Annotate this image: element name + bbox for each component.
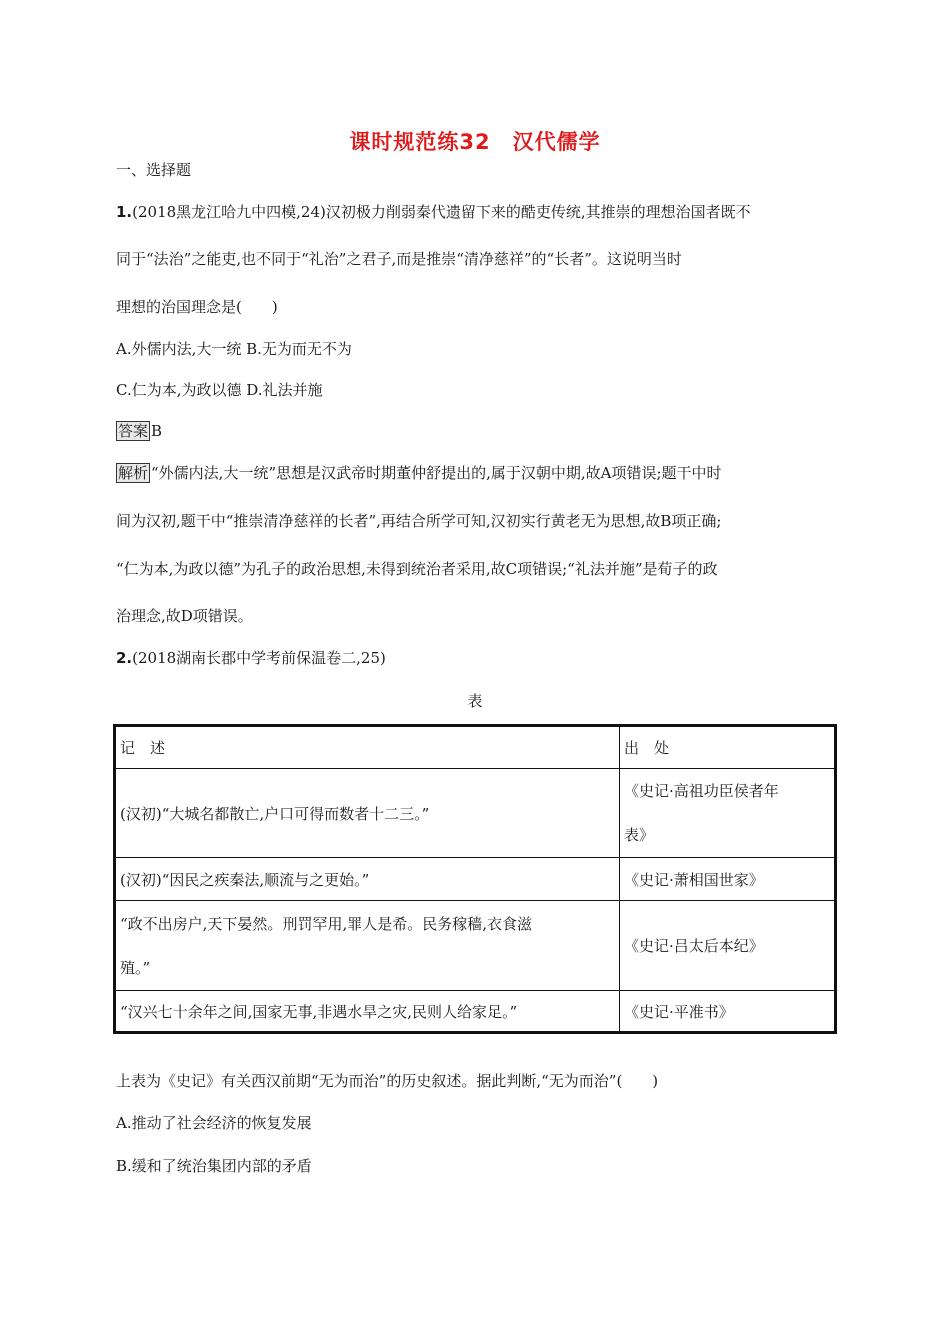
answer-value: B [151,422,163,440]
source-cell-line: 表》 [624,826,655,844]
question-1-options-ab: A.外儒内法,大一统 B.无为而无不为 [116,340,352,358]
question-2-line-1 [116,648,386,668]
question-2-option-b: B.缓和了统治集团内部的矛盾 [116,1157,312,1175]
analysis-line-1 [116,463,722,483]
table-caption: 表 [467,692,483,710]
record-cell: (汉初)“大城名都散亡,户口可得而数者十二三。” [115,769,620,858]
question-2-source: (2018湖南长郡中学考前保温卷二,25) [132,649,386,667]
analysis-line-4: 治理念,故D项错误。 [116,607,253,625]
table-row [115,991,836,1033]
record-cell [115,901,620,991]
table-header-row [115,726,836,769]
record-cell-line: 殖。” [120,958,151,977]
source-cell-line: 《史记·高祖功臣侯者年 [624,782,779,800]
question-2-option-a: A.推动了社会经济的恢复发展 [116,1114,312,1132]
source-cell: 《史记·吕太后本纪》 [620,901,836,991]
header-source: 出 处 [620,726,836,769]
page-title: 课时规范练32 汉代儒学 [349,130,601,154]
question-2-number: 2. [116,649,133,667]
question-2-stem: 上表为《史记》有关西汉前期“无为而治”的历史叙述。据此判断,“无为而治”( ) [116,1072,659,1090]
source-cell: 《史记·萧相国世家》 [620,858,836,901]
answer-tag: 答案 [118,422,149,440]
record-cell: “汉兴七十余年之间,国家无事,非遇水旱之灾,民则人给家足。” [115,991,620,1033]
question-1-line-2: 同于“法治”之能吏,也不同于“礼治”之君子,而是推崇“清净慈祥”的“长者”。这说明当时 [116,250,682,268]
record-cell: (汉初)“因民之疾秦法,顺流与之更始。” [115,858,620,901]
analysis-text: “外儒内法,大一统”思想是汉武帝时期董仲舒提出的,属于汉朝中期,故A项错误;题干中时 [151,464,722,482]
table-row [115,858,836,901]
question-1-text: (2018黑龙江哈九中四模,24)汉初极力削弱秦代遗留下来的酷吏传统,其推崇的理想治国者既不 [132,203,751,221]
header-record: 记 述 [115,726,620,769]
analysis-line-2: 间为汉初,题干中“推崇清净慈祥的长者”,再结合所学可知,汉初实行黄老无为思想,故B项正确; [116,512,722,530]
analysis-tag: 解析 [118,464,149,482]
source-cell [620,769,836,858]
record-cell-line: “政不出房户,天下晏然。刑罚罕用,罪人是希。民务稼穑,衣食滋 [120,914,532,933]
question-1-line-1 [116,202,751,222]
question-1-options-cd: C.仁为本,为政以德 D.礼法并施 [116,381,323,399]
analysis-line-3: “仁为本,为政以德”为孔子的政治思想,未得到统治者采用,故C项错误;“礼法并施”是荀子的政 [116,560,718,578]
section-heading: 一、选择题 [116,161,192,179]
table-row [115,769,836,858]
table-row [115,901,836,991]
question-1-number: 1. [116,203,133,221]
question-1-answer [116,421,162,441]
source-table [113,724,837,1034]
question-1-line-3: 理想的治国理念是( ) [116,298,278,316]
source-cell: 《史记·平准书》 [620,991,836,1033]
